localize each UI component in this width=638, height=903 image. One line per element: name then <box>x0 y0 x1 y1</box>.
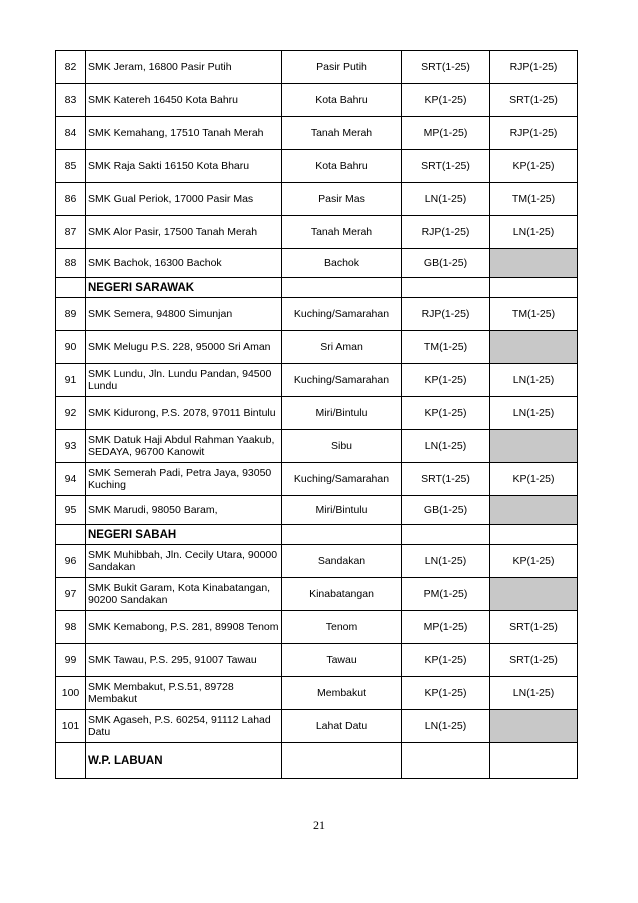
subject-a: LN(1-25) <box>402 430 490 463</box>
school-name: SMK Raja Sakti 16150 Kota Bharu <box>86 150 282 183</box>
section-header-row <box>56 525 578 545</box>
page-number: 21 <box>313 818 325 832</box>
school-table-body <box>56 51 578 779</box>
section-header-row <box>56 278 578 298</box>
subject-a: LN(1-25) <box>402 545 490 578</box>
table-row <box>56 644 578 677</box>
subject-a: MP(1-25) <box>402 117 490 150</box>
district: Tanah Merah <box>282 117 402 150</box>
school-name: SMK Bukit Garam, Kota Kinabatangan, 90200 Sandakan <box>86 578 282 611</box>
district: Miri/Bintulu <box>282 397 402 430</box>
subject-b <box>490 710 578 743</box>
table-row <box>56 710 578 743</box>
subject-b: SRT(1-25) <box>490 611 578 644</box>
table-row <box>56 117 578 150</box>
district: Pasir Putih <box>282 51 402 84</box>
section-title: W.P. LABUAN <box>86 743 282 779</box>
subject-a: GB(1-25) <box>402 496 490 525</box>
district: Kota Bahru <box>282 84 402 117</box>
school-name: SMK Datuk Haji Abdul Rahman Yaakub, SEDAYA, 96700 Kanowit <box>86 430 282 463</box>
district: Sibu <box>282 430 402 463</box>
row-number: 94 <box>56 463 86 496</box>
empty-cell <box>490 525 578 545</box>
district: Tawau <box>282 644 402 677</box>
district: Sri Aman <box>282 331 402 364</box>
subject-a: TM(1-25) <box>402 331 490 364</box>
row-number: 89 <box>56 298 86 331</box>
row-number: 101 <box>56 710 86 743</box>
subject-a: PM(1-25) <box>402 578 490 611</box>
subject-b: KP(1-25) <box>490 150 578 183</box>
subject-a: LN(1-25) <box>402 183 490 216</box>
table-row <box>56 430 578 463</box>
district: Tenom <box>282 611 402 644</box>
school-name: SMK Marudi, 98050 Baram, <box>86 496 282 525</box>
row-number: 88 <box>56 249 86 278</box>
row-number: 98 <box>56 611 86 644</box>
row-number: 91 <box>56 364 86 397</box>
table-row <box>56 331 578 364</box>
subject-b <box>490 496 578 525</box>
subject-b: TM(1-25) <box>490 183 578 216</box>
table-row <box>56 677 578 710</box>
table-row <box>56 150 578 183</box>
school-name: SMK Muhibbah, Jln. Cecily Utara, 90000 Sandakan <box>86 545 282 578</box>
table-row <box>56 496 578 525</box>
subject-a: SRT(1-25) <box>402 463 490 496</box>
subject-a: GB(1-25) <box>402 249 490 278</box>
section-title: NEGERI SABAH <box>86 525 282 545</box>
row-number: 85 <box>56 150 86 183</box>
subject-b <box>490 430 578 463</box>
subject-b: TM(1-25) <box>490 298 578 331</box>
empty-cell <box>56 743 86 779</box>
empty-cell <box>282 278 402 298</box>
subject-a: SRT(1-25) <box>402 51 490 84</box>
subject-b: LN(1-25) <box>490 216 578 249</box>
empty-cell <box>56 278 86 298</box>
school-name: SMK Lundu, Jln. Lundu Pandan, 94500 Lundu <box>86 364 282 397</box>
school-name: SMK Semerah Padi, Petra Jaya, 93050 Kuching <box>86 463 282 496</box>
district: Bachok <box>282 249 402 278</box>
row-number: 93 <box>56 430 86 463</box>
table-row <box>56 397 578 430</box>
school-name: SMK Bachok, 16300 Bachok <box>86 249 282 278</box>
subject-b: LN(1-25) <box>490 677 578 710</box>
empty-cell <box>282 743 402 779</box>
row-number: 92 <box>56 397 86 430</box>
school-name: SMK Gual Periok, 17000 Pasir Mas <box>86 183 282 216</box>
section-header-row <box>56 743 578 779</box>
district: Membakut <box>282 677 402 710</box>
school-name: SMK Alor Pasir, 17500 Tanah Merah <box>86 216 282 249</box>
table-row <box>56 463 578 496</box>
school-name: SMK Kidurong, P.S. 2078, 97011 Bintulu <box>86 397 282 430</box>
subject-b <box>490 578 578 611</box>
district: Lahat Datu <box>282 710 402 743</box>
table-row <box>56 298 578 331</box>
subject-a: LN(1-25) <box>402 710 490 743</box>
subject-a: KP(1-25) <box>402 397 490 430</box>
subject-a: KP(1-25) <box>402 644 490 677</box>
subject-b: KP(1-25) <box>490 463 578 496</box>
table-row <box>56 51 578 84</box>
empty-cell <box>282 525 402 545</box>
school-name: SMK Kemahang, 17510 Tanah Merah <box>86 117 282 150</box>
district: Kuching/Samarahan <box>282 298 402 331</box>
subject-b: LN(1-25) <box>490 364 578 397</box>
section-title: NEGERI SARAWAK <box>86 278 282 298</box>
district: Kuching/Samarahan <box>282 463 402 496</box>
school-name: SMK Membakut, P.S.51, 89728 Membakut <box>86 677 282 710</box>
table-row <box>56 611 578 644</box>
district: Pasir Mas <box>282 183 402 216</box>
school-name: SMK Katereh 16450 Kota Bahru <box>86 84 282 117</box>
district: Tanah Merah <box>282 216 402 249</box>
table-row <box>56 249 578 278</box>
row-number: 83 <box>56 84 86 117</box>
empty-cell <box>402 743 490 779</box>
school-name: SMK Kemabong, P.S. 281, 89908 Tenom <box>86 611 282 644</box>
row-number: 99 <box>56 644 86 677</box>
row-number: 97 <box>56 578 86 611</box>
subject-b: SRT(1-25) <box>490 644 578 677</box>
school-name: SMK Melugu P.S. 228, 95000 Sri Aman <box>86 331 282 364</box>
subject-b <box>490 331 578 364</box>
school-name: SMK Agaseh, P.S. 60254, 91112 Lahad Datu <box>86 710 282 743</box>
district: Sandakan <box>282 545 402 578</box>
table-row <box>56 84 578 117</box>
subject-b: KP(1-25) <box>490 545 578 578</box>
row-number: 87 <box>56 216 86 249</box>
subject-a: MP(1-25) <box>402 611 490 644</box>
subject-b: RJP(1-25) <box>490 117 578 150</box>
school-name: SMK Tawau, P.S. 295, 91007 Tawau <box>86 644 282 677</box>
table-row <box>56 545 578 578</box>
subject-a: RJP(1-25) <box>402 298 490 331</box>
empty-cell <box>56 525 86 545</box>
district: Miri/Bintulu <box>282 496 402 525</box>
table-row <box>56 183 578 216</box>
subject-b: RJP(1-25) <box>490 51 578 84</box>
row-number: 84 <box>56 117 86 150</box>
school-table <box>55 50 578 779</box>
subject-a: KP(1-25) <box>402 677 490 710</box>
row-number: 86 <box>56 183 86 216</box>
subject-a: RJP(1-25) <box>402 216 490 249</box>
subject-b: SRT(1-25) <box>490 84 578 117</box>
empty-cell <box>490 278 578 298</box>
row-number: 82 <box>56 51 86 84</box>
table-row <box>56 578 578 611</box>
subject-a: SRT(1-25) <box>402 150 490 183</box>
row-number: 90 <box>56 331 86 364</box>
table-row <box>56 364 578 397</box>
school-name: SMK Semera, 94800 Simunjan <box>86 298 282 331</box>
table-row <box>56 216 578 249</box>
school-name: SMK Jeram, 16800 Pasir Putih <box>86 51 282 84</box>
empty-cell <box>402 278 490 298</box>
row-number: 96 <box>56 545 86 578</box>
row-number: 100 <box>56 677 86 710</box>
district: Kuching/Samarahan <box>282 364 402 397</box>
district: Kinabatangan <box>282 578 402 611</box>
subject-b: LN(1-25) <box>490 397 578 430</box>
district: Kota Bahru <box>282 150 402 183</box>
empty-cell <box>490 743 578 779</box>
subject-b <box>490 249 578 278</box>
subject-a: KP(1-25) <box>402 364 490 397</box>
subject-a: KP(1-25) <box>402 84 490 117</box>
empty-cell <box>402 525 490 545</box>
row-number: 95 <box>56 496 86 525</box>
